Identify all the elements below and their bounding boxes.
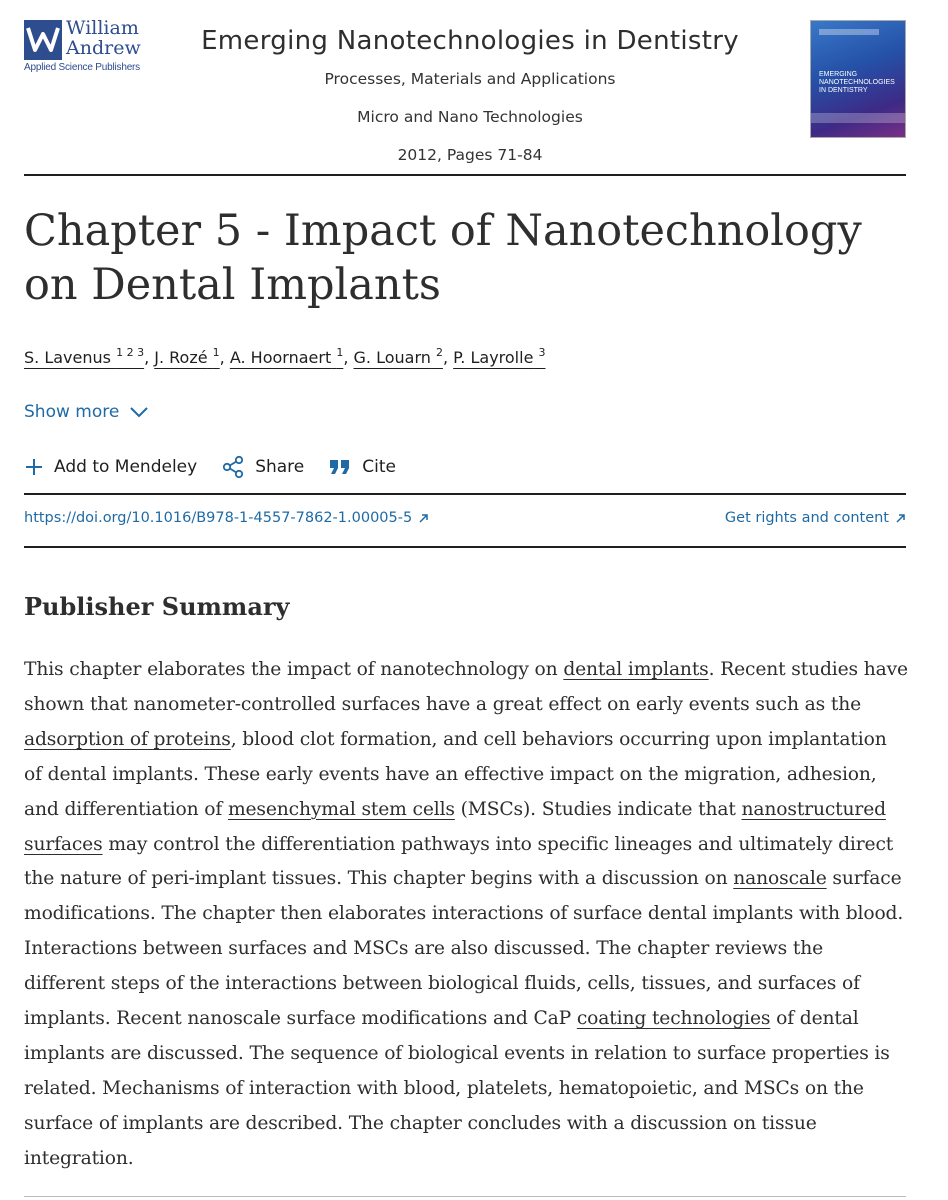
cover-band-top <box>819 29 879 35</box>
topic-link-mesenchymal-stem-cells[interactable]: mesenchymal stem cells <box>227 798 455 820</box>
topic-link-adsorption-of-proteins[interactable]: adsorption of proteins <box>24 728 231 750</box>
author-link[interactable]: J. Rozé $^1$ <box>154 346 220 367</box>
add-to-mendeley-label: Add to Mendeley <box>54 457 198 477</box>
book-meta <box>154 14 786 164</box>
quote-icon <box>328 457 352 477</box>
cite-label: Cite <box>362 457 396 477</box>
book-pages: 2012, Pages 71-84 <box>397 146 543 164</box>
add-to-mendeley-button[interactable] <box>24 457 197 477</box>
author-link[interactable]: P. Layrolle $^3$ <box>453 346 546 367</box>
chapter-title: Chapter 5 - Impact of Nanotechnology on Dental Implants <box>24 206 862 310</box>
show-more-label: Show more <box>24 402 120 422</box>
topic-link-nanoscale[interactable]: nanoscale <box>733 868 827 890</box>
external-link-icon <box>418 513 429 524</box>
book-subtitle: Processes, Materials and Applications <box>324 70 616 88</box>
publisher-logo[interactable] <box>24 17 141 84</box>
share-label: Share <box>255 457 305 477</box>
book-series[interactable]: Micro and Nano Technologies <box>357 108 583 126</box>
header-divider <box>24 174 906 176</box>
topic-link-nanostructured-surfaces[interactable]: nanostructured surfaces <box>24 798 886 855</box>
external-link-icon <box>895 513 906 524</box>
show-more-button[interactable] <box>24 402 149 422</box>
share-button[interactable] <box>221 455 304 479</box>
chevron-down-icon <box>129 406 149 418</box>
cite-button[interactable] <box>328 457 396 477</box>
publisher-logo-mark-icon <box>24 20 62 60</box>
topic-link-coating-technologies[interactable]: coating technologies <box>576 1008 771 1030</box>
plus-icon <box>24 457 44 477</box>
author-link[interactable]: S. Lavenus $^{1 2 3}$ <box>24 346 145 367</box>
book-cover-image[interactable] <box>810 20 906 138</box>
publisher-tagline: Applied Science Publishers <box>24 62 140 73</box>
doi-row <box>24 510 906 526</box>
book-title[interactable]: Emerging Nanotechnologies in Dentistry <box>201 26 739 56</box>
publisher-name: William Andrew <box>66 17 141 59</box>
book-header <box>24 14 906 176</box>
get-rights-link[interactable]: Get rights and content <box>725 510 906 526</box>
abstract-text: This chapter elaborates the impact of nanotechnology on dental implants. Recent studies have shown that nanometer-controlled surfaces have a great effect on early events such as the adsorption of proteins, blood clot formation, and cell behaviors occurring upon implantation of dental implants. These early events have an effective impact on the migration, adhesion, and differentiation of mesenchymal stem cells (MSCs). Studies indicate that nanostructured surfaces may control the differentiation pathways into specific lineages and ultimately direct the nature of peri-implant tissues. This chapter begins with a discussion on nanoscale surface modifications. The chapter then elaborates interactions of surface dental implants with blood. Interactions between surfaces and MSCs are also discussed. The chapter reviews the different steps of the interactions between biological fluids, cells, tissues, and surfaces of implants. Recent nanoscale surface modifications and CaP coating technologies of dental implants are discussed. The sequence of biological events in relation to surface properties is related. Mechanisms of interaction with blood, platelets, hematopoietic, and MSCs on the surface of implants are described. The chapter concludes with a discussion on tissue integration. <box>24 659 908 1169</box>
author-link[interactable]: A. Hoornaert $^1$ <box>229 346 344 367</box>
author-list: S. Lavenus $^{1 2 3}$, J. Rozé $^1$, A. Hoornaert $^1$, G. Louarn $^2$, P. Layrolle $^3$ <box>24 346 546 367</box>
doi-divider <box>24 546 906 548</box>
section-heading-publisher-summary: Publisher Summary <box>24 592 290 621</box>
article-actions <box>24 455 420 479</box>
bottom-divider <box>24 1196 906 1197</box>
author-link[interactable]: G. Louarn $^2$ <box>353 346 443 367</box>
cover-band-bottom <box>811 113 905 123</box>
actions-divider <box>24 493 906 495</box>
topic-link-dental-implants[interactable]: dental implants <box>563 659 709 680</box>
doi-link[interactable]: https://doi.org/10.1016/B978-1-4557-7862-1.00005-5 <box>24 510 429 526</box>
cover-title: EMERGING NANOTECHNOLOGIES IN DENTISTRY <box>819 71 895 94</box>
share-icon <box>221 455 245 479</box>
